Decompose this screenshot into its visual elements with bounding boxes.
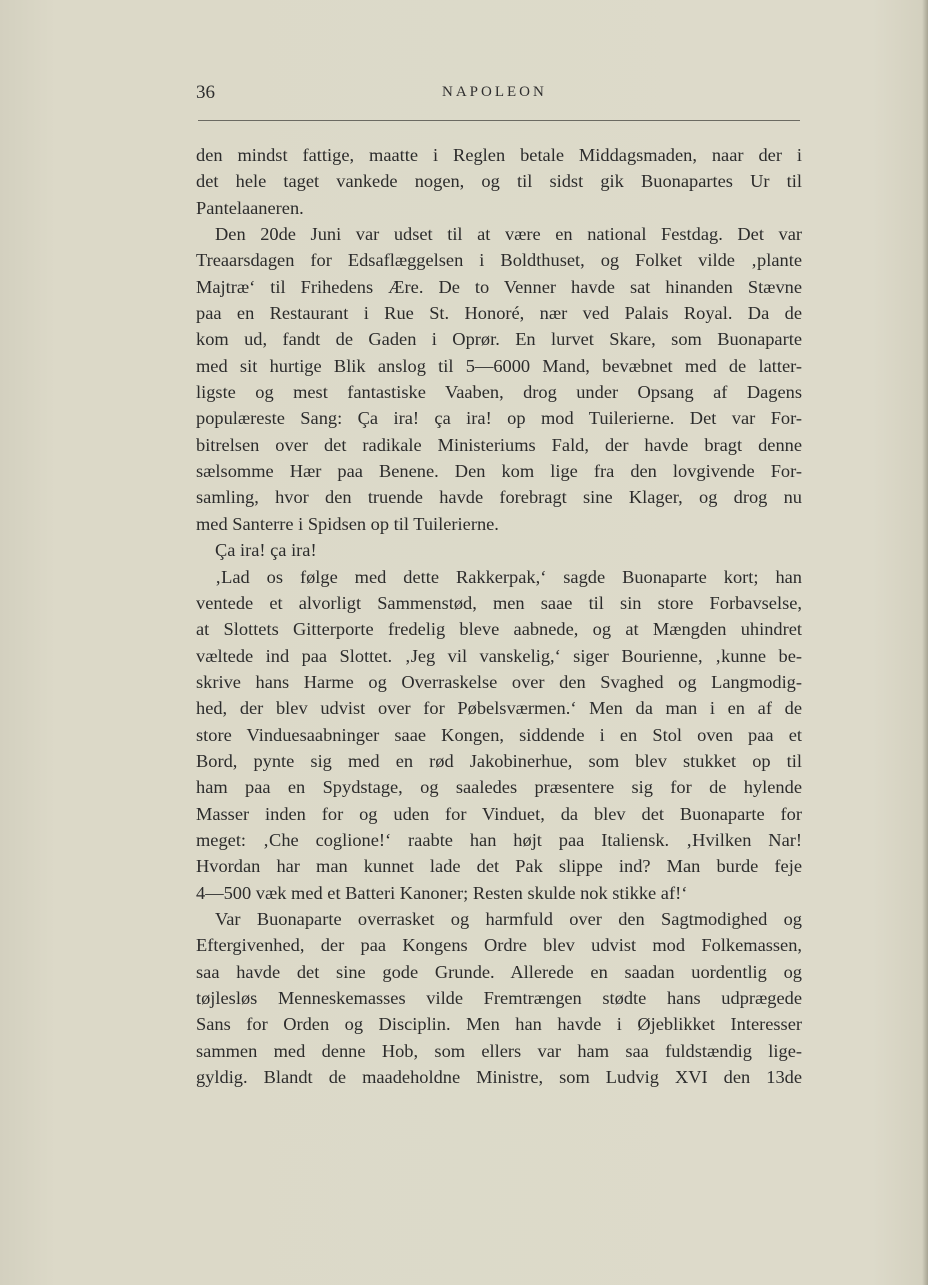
page-header: [196, 82, 800, 110]
text-line: Sans for Orden og Disciplin. Men han havde i Øjeblikket Interesser: [196, 1014, 802, 1035]
text-line: Bord, pynte sig med en rød Jakobinerhue, som blev stukket op til: [196, 750, 802, 771]
text-line: med Santerre i Spidsen op til Tuilerierne.: [196, 513, 499, 534]
text-line: Den 20de Juni var udset til at være en national Festdag. Det var: [215, 224, 802, 245]
text-line: Hvordan har man kunnet lade det Pak slippe ind? Man burde feje: [196, 856, 802, 877]
paragraph: [196, 537, 802, 563]
text-line: meget: ‚Che coglione!‘ raabte han højt paa Italiensk. ‚Hvilken Nar!: [196, 829, 802, 850]
text-line: Var Buonaparte overrasket og harmfuld over den Sagtmodighed og: [215, 908, 802, 929]
text-line: Treaarsdagen for Edsaflæggelsen i Boldthuset, og Folket vilde ‚plante: [196, 250, 802, 271]
text-line: ‚Lad os følge med dette Rakkerpak,‘ sagde Buonaparte kort; han: [215, 566, 802, 587]
page-number: 36: [196, 82, 215, 103]
text-line: ham paa en Spydstage, og saaledes præsentere sig for de hylende: [196, 777, 802, 798]
text-line: tøjlesløs Menneskemasses vilde Fremtrængen stødte hans udprægede: [196, 988, 802, 1008]
text-line: samling, hvor den truende havde forebragt sine Klager, og drog nu: [196, 487, 802, 508]
text-line: skrive hans Harme og Overraskelse over den Svaghed og Langmodig-: [196, 671, 802, 692]
text-line: Eftergivenhed, der paa Kongens Ordre blev udvist mod Folkemassen,: [196, 935, 802, 956]
text-line: 4—500 væk med et Batteri Kanoner; Resten skulde nok stikke af!‘: [196, 882, 688, 903]
paragraph: [196, 564, 802, 906]
running-title: NAPOLEON: [442, 84, 547, 100]
text-line: væltede ind paa Slottet. ‚Jeg vil vanskelig,‘ siger Bourienne, ‚kunne be-: [196, 645, 802, 666]
page-edge-shadow: [922, 0, 928, 1285]
text-line: ligste og mest fantastiske Vaaben, drog under Opsang af Dagens: [196, 382, 802, 403]
text-line: kom ud, fandt de Gaden i Oprør. En lurvet Skare, som Buonaparte: [196, 329, 802, 350]
text-line: den mindst fattige, maatte i Reglen betale Middagsmaden, naar der i: [196, 145, 802, 165]
text-line: store Vinduesaabninger saae Kongen, siddende i en Stol oven paa et: [196, 724, 802, 745]
text-line: Masser inden for og uden for Vinduet, da blev det Buonaparte for: [196, 803, 802, 824]
text-line: hed, der blev udvist over for Pøbelsværmen.‘ Men da man i en af de: [196, 698, 802, 719]
text-line: Majtræ‘ til Frihedens Ære. De to Venner havde sat hinanden Stævne: [196, 276, 802, 297]
text-line: at Slottets Gitterporte fredelig bleve aabnede, og at Mængden uhindret: [196, 619, 802, 640]
text-line: ventede et alvorligt Sammenstød, men saae til sin store Forbavselse,: [196, 592, 802, 613]
text-line: sælsomme Hær paa Benene. Den kom lige fra den lovgivende For-: [196, 461, 802, 482]
paragraph: [196, 221, 802, 537]
text-line: Pantelaaneren.: [196, 197, 304, 218]
body-text: [196, 142, 802, 1090]
text-line: bitrelsen over det radikale Ministeriums Fald, der havde bragt denne: [196, 434, 802, 455]
paragraph: [196, 142, 802, 221]
text-line: med sit hurtige Blik anslog til 5—6000 Mand, bevæbnet med de latter-: [196, 355, 802, 376]
text-line: det hele taget vankede nogen, og til sidst gik Buonapartes Ur til: [196, 171, 802, 192]
text-line: saa havde det sine gode Grunde. Allerede en saadan uordentlig og: [196, 961, 802, 982]
text-line: paa en Restaurant i Rue St. Honoré, nær ved Palais Royal. Da de: [196, 303, 802, 324]
text-line: Ça ira! ça ira!: [215, 540, 317, 561]
text-line: sammen med denne Hob, som ellers var ham saa fuldstændig lige-: [196, 1040, 802, 1061]
header-rule: [198, 120, 800, 121]
text-line: gyldig. Blandt de maadeholdne Ministre, som Ludvig XVI den 13de: [196, 1067, 802, 1088]
text-line: populæreste Sang: Ça ira! ça ira! op mod Tuilerierne. Det var For-: [196, 408, 802, 429]
paragraph: [196, 906, 802, 1090]
